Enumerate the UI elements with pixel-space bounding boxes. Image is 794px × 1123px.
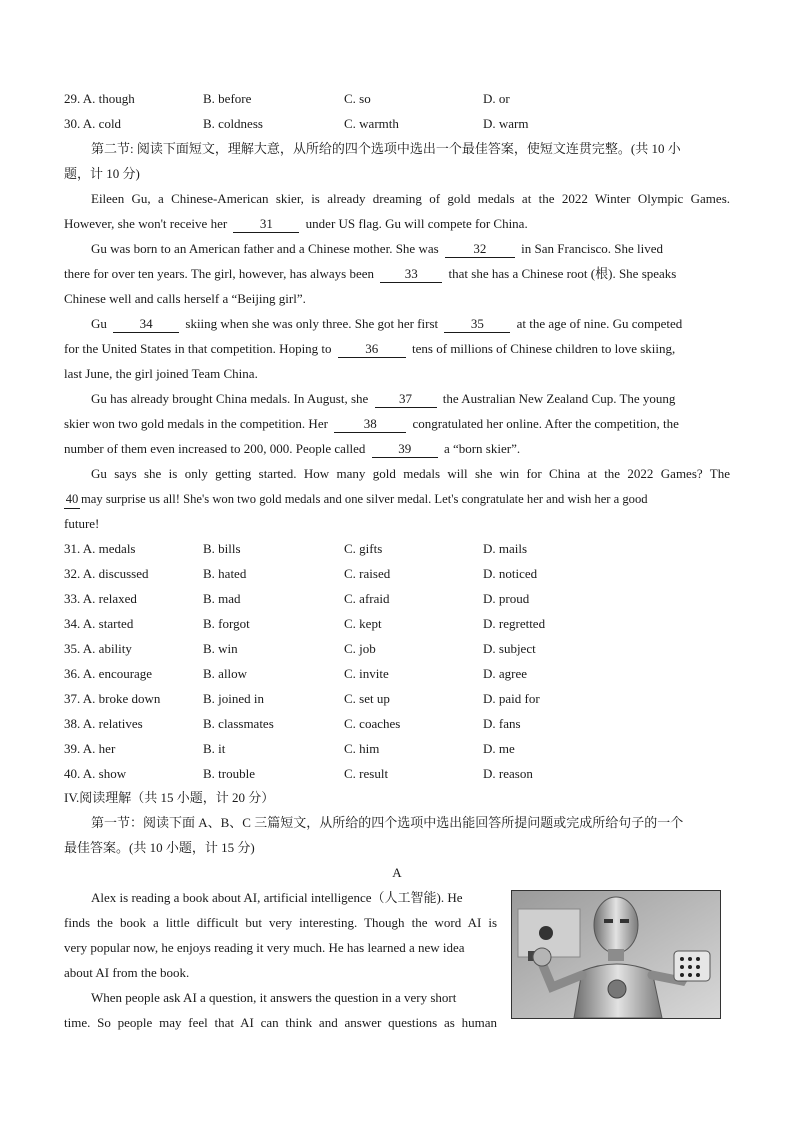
question-33 <box>64 589 744 609</box>
question-39 <box>64 739 744 759</box>
option-b[interactable]: B. forgot <box>203 616 250 631</box>
option-c[interactable]: C. result <box>344 766 389 781</box>
option-a[interactable]: 35. A. ability <box>64 641 132 656</box>
passage-text: the Australian New Zealand Cup. The young <box>442 391 676 406</box>
passage-line <box>64 339 730 359</box>
passage-text: under US flag. Gu will compete for China. <box>305 216 528 231</box>
option-a[interactable]: 33. A. relaxed <box>64 591 137 606</box>
option-b[interactable]: B. mad <box>203 591 241 606</box>
option-b[interactable]: B. hated <box>203 566 247 581</box>
option-c[interactable]: C. kept <box>344 616 382 631</box>
option-b[interactable]: B. win <box>203 641 238 656</box>
option-a[interactable]: 39. A. her <box>64 741 116 756</box>
passage-text: number of them even increased to 200, 000. People called <box>64 441 366 456</box>
option-a[interactable]: 38. A. relatives <box>64 716 143 731</box>
option-d[interactable]: D. or <box>483 91 510 106</box>
blank-40[interactable]: 40 <box>64 491 80 509</box>
question-29 <box>64 89 744 109</box>
option-b[interactable]: B. before <box>203 91 252 106</box>
blank-39[interactable]: 39 <box>372 440 438 458</box>
question-37 <box>64 689 744 709</box>
part-4-instruction: 第一节：阅读下面 A、B、C 三篇短文，从所给的四个选项中选出能回答所提问题或完成所给句子的一个 <box>91 815 684 830</box>
section-2-instruction-cont: 题，计 10 分) <box>64 166 140 181</box>
option-c[interactable]: C. set up <box>344 691 390 706</box>
option-c[interactable]: C. afraid <box>344 591 390 606</box>
option-b[interactable]: B. classmates <box>203 716 274 731</box>
option-d[interactable]: D. warm <box>483 116 529 131</box>
option-c[interactable]: C. job <box>344 641 376 656</box>
passage-text: may surprise us all! She's won two gold medals and one silver medal. Let's congratulate her and wish her a good <box>81 492 648 506</box>
passage-line <box>64 214 730 234</box>
passage-a-line: When people ask AI a question, it answers the question in a very short <box>91 990 457 1005</box>
passage-text: However, she won't receive her <box>64 216 228 231</box>
question-32 <box>64 564 744 584</box>
option-d[interactable]: D. me <box>483 741 515 756</box>
blank-37[interactable]: 37 <box>375 390 437 408</box>
option-a[interactable]: 29. A. though <box>64 91 135 106</box>
option-d[interactable]: D. noticed <box>483 566 538 581</box>
robot-illustration-icon <box>512 891 720 1018</box>
option-b[interactable]: B. it <box>203 741 226 756</box>
passage-text: congratulated her online. After the competition, the <box>412 416 679 431</box>
option-b[interactable]: B. joined in <box>203 691 265 706</box>
section-2-instruction: 第二节: 阅读下面短文，理解大意，从所给的四个选项中选出一个最佳答案，使短文连贯完整。(共 10 小 <box>91 141 681 156</box>
blank-34[interactable]: 34 <box>113 315 179 333</box>
passage-a-line: very popular now, he enjoys reading it very much. He has learned a new idea <box>64 940 465 955</box>
passage-text: in San Francisco. She lived <box>521 241 664 256</box>
blank-31[interactable]: 31 <box>233 215 299 233</box>
option-a[interactable]: 30. A. cold <box>64 116 122 131</box>
option-c[interactable]: C. gifts <box>344 541 383 556</box>
option-d[interactable]: D. reason <box>483 766 533 781</box>
passage-label-a: A <box>392 865 402 880</box>
option-d[interactable]: D. mails <box>483 541 528 556</box>
option-b[interactable]: B. coldness <box>203 116 263 131</box>
passage-a-line: about AI from the book. <box>64 965 190 980</box>
question-38 <box>64 714 744 734</box>
option-a[interactable]: 40. A. show <box>64 766 127 781</box>
passage-text: there for over ten years. The girl, however, has always been <box>64 266 375 281</box>
option-c[interactable]: C. him <box>344 741 380 756</box>
question-34 <box>64 614 744 634</box>
passage-line: Eileen Gu, a Chinese-American skier, is already dreaming of gold medals at the 2022 Winter Olympic Games. <box>91 191 730 206</box>
option-a[interactable]: 37. A. broke down <box>64 691 161 706</box>
part-4-instruction-cont: 最佳答案。(共 10 小题，计 15 分) <box>64 840 255 855</box>
option-d[interactable]: D. subject <box>483 641 536 656</box>
option-b[interactable]: B. trouble <box>203 766 255 781</box>
option-a[interactable]: 36. A. encourage <box>64 666 153 681</box>
passage-line <box>91 389 730 409</box>
question-35 <box>64 639 744 659</box>
option-d[interactable]: D. regretted <box>483 616 546 631</box>
blank-36[interactable]: 36 <box>338 340 406 358</box>
option-b[interactable]: B. bills <box>203 541 241 556</box>
option-a[interactable]: 34. A. started <box>64 616 134 631</box>
blank-32[interactable]: 32 <box>445 240 515 258</box>
blank-35[interactable]: 35 <box>444 315 510 333</box>
question-30 <box>64 114 744 134</box>
passage-line: last June, the girl joined Team China. <box>64 366 258 381</box>
option-a[interactable]: 32. A. discussed <box>64 566 149 581</box>
part-4-heading: IV.阅读理解（共 15 小题，计 20 分） <box>64 790 275 805</box>
passage-text: a “born skier”. <box>443 441 521 456</box>
robot-photo <box>511 890 721 1019</box>
option-c[interactable]: C. warmth <box>344 116 399 131</box>
option-d[interactable]: D. fans <box>483 716 521 731</box>
blank-38[interactable]: 38 <box>334 415 406 433</box>
passage-text: Gu <box>91 316 107 331</box>
passage-line: Chinese well and calls herself a “Beijing girl”. <box>64 291 306 306</box>
passage-line: Gu says she is only getting started. How many gold medals will she win for China at the 2022 Games? The <box>91 466 730 481</box>
question-31 <box>64 539 744 559</box>
passage-line <box>64 264 730 284</box>
option-c[interactable]: C. so <box>344 91 371 106</box>
passage-a-line: time. So people may feel that AI can think and answer questions as human <box>64 1015 497 1030</box>
option-c[interactable]: C. invite <box>344 666 389 681</box>
blank-33[interactable]: 33 <box>380 265 442 283</box>
passage-a-line: Alex is reading a book about AI, artificial intelligence（人工智能). He <box>91 890 463 905</box>
option-c[interactable]: C. raised <box>344 566 391 581</box>
passage-text: skiing when she was only three. She got her first <box>185 316 439 331</box>
option-d[interactable]: D. agree <box>483 666 528 681</box>
passage-line: future! <box>64 516 100 531</box>
passage-text: tens of millions of Chinese children to love skiing, <box>412 341 676 356</box>
option-c[interactable]: C. coaches <box>344 716 401 731</box>
passage-line <box>91 239 730 259</box>
passage-line <box>91 314 730 334</box>
option-d[interactable]: D. paid for <box>483 691 540 706</box>
option-b[interactable]: B. allow <box>203 666 248 681</box>
passage-text: at the age of nine. Gu competed <box>516 316 683 331</box>
passage-text: that she has a Chinese root (根). She speaks <box>448 266 677 281</box>
passage-text: Gu was born to an American father and a Chinese mother. She was <box>91 241 439 256</box>
passage-text: skier won two gold medals in the competition. Her <box>64 416 328 431</box>
option-d[interactable]: D. proud <box>483 591 530 606</box>
question-36 <box>64 664 744 684</box>
passage-line <box>64 489 730 509</box>
passage-text: Gu has already brought China medals. In August, she <box>91 391 369 406</box>
passage-text: for the United States in that competition. Hoping to <box>64 341 332 356</box>
question-40 <box>64 764 744 784</box>
passage-line <box>64 414 730 434</box>
option-a[interactable]: 31. A. medals <box>64 541 136 556</box>
passage-line <box>64 439 730 459</box>
passage-a-line: finds the book a little difficult but very interesting. Though the word AI is <box>64 915 497 930</box>
